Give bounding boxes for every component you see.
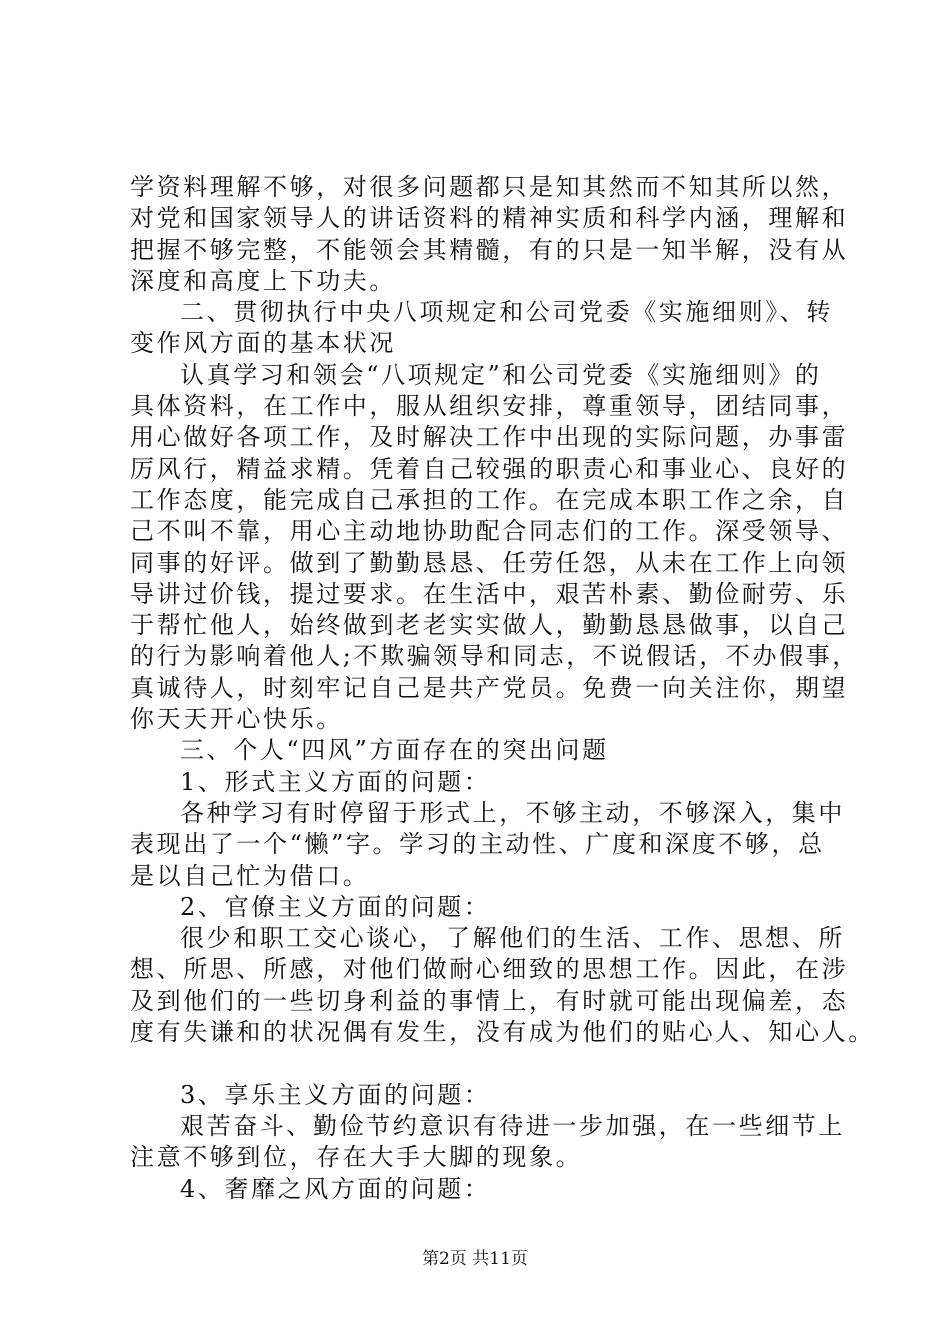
text-line: 表现出了一个“懒”字。学习的主动性、广度和深度不够，总 xyxy=(130,830,825,859)
text-line: 艰苦奋斗、勤俭节约意识有待进一步加强，在一些细节上 xyxy=(180,1111,845,1140)
text-line: 导讲过价钱，提过要求。在生活中，艰苦朴素、勤俭耐劳、乐 xyxy=(130,579,849,608)
text-line: 工作态度，能完成自己承担的工作。在完成本职工作之余，自 xyxy=(130,485,849,514)
text-line: 学资料理解不够，对很多问题都只是知其然而不知其所以然， xyxy=(130,173,849,201)
text-line: 具体资料，在工作中，服从组织安排，尊重领导，团结同事， xyxy=(130,392,849,421)
text-line: 认真学习和领会“八项规定”和公司党委《实施细则》的 xyxy=(180,360,822,389)
document-body xyxy=(130,172,875,1205)
text-line: 己不叫不靠，用心主动地协助配合同志们的工作。深受领导、 xyxy=(130,517,849,546)
text-line: 真诚待人，时刻牢记自己是共产党员。免费一向关注你，期望 xyxy=(130,673,849,702)
text-line: 想、所思、所感，对他们做耐心细致的思想工作。因此，在涉 xyxy=(130,955,849,984)
text-line: 变作风方面的基本状况 xyxy=(130,329,396,358)
text-line: 及到他们的一些切身利益的事情上，有时就可能出现偏差，态 xyxy=(130,986,849,1015)
text-line: 很少和职工交心谈心，了解他们的生活、工作、思想、所 xyxy=(180,924,845,953)
text-line: 是以自己忙为借口。 xyxy=(130,861,370,890)
text-line: 把握不够完整，不能领会其精髓，有的只是一知半解，没有从 xyxy=(130,235,849,264)
text-line: 注意不够到位，存在大手大脚的现象。 xyxy=(130,1143,583,1172)
blank-line xyxy=(130,1048,850,1079)
text-line: 对党和国家领导人的讲话资料的精神实质和科学内涵，理解和 xyxy=(130,204,849,233)
text-line: 你天天开心快乐。 xyxy=(130,705,343,734)
page-footer: 第2页 共11页 xyxy=(422,1249,528,1269)
text-line: 2、官僚主义方面的问题： xyxy=(180,892,491,921)
text-line: 4、奢靡之风方面的问题： xyxy=(180,1174,491,1203)
text-line: 三、个人“四风”方面存在的突出问题 xyxy=(180,736,609,765)
text-line: 于帮忙他人，始终做到老老实实做人，勤勤恳恳做事，以自己 xyxy=(130,611,849,640)
text-line: 3、享乐主义方面的问题： xyxy=(180,1080,491,1109)
text-line: 的行为影响着他人;不欺骗领导和同志，不说假话，不办假事， xyxy=(130,642,859,671)
text-line: 各种学习有时停留于形式上，不够主动，不够深入，集中 xyxy=(180,798,845,827)
text-line: 1、形式主义方面的问题： xyxy=(180,767,491,796)
text-line: 深度和高度上下功夫。 xyxy=(130,266,396,295)
text-line: 厉风行，精益求精。凭着自己较强的职责心和事业心、良好的 xyxy=(130,454,849,483)
text-line: 二、贯彻执行中央八项规定和公司党委《实施细则》、转 xyxy=(180,298,833,327)
text-line: 同事的好评。做到了勤勤恳恳、任劳任怨，从未在工作上向领 xyxy=(130,548,849,577)
text-line: 用心做好各项工作，及时解决工作中出现的实际问题，办事雷 xyxy=(130,423,849,452)
text-line: 度有失谦和的状况偶有发生，没有成为他们的贴心人、知心人。 xyxy=(130,1018,875,1047)
